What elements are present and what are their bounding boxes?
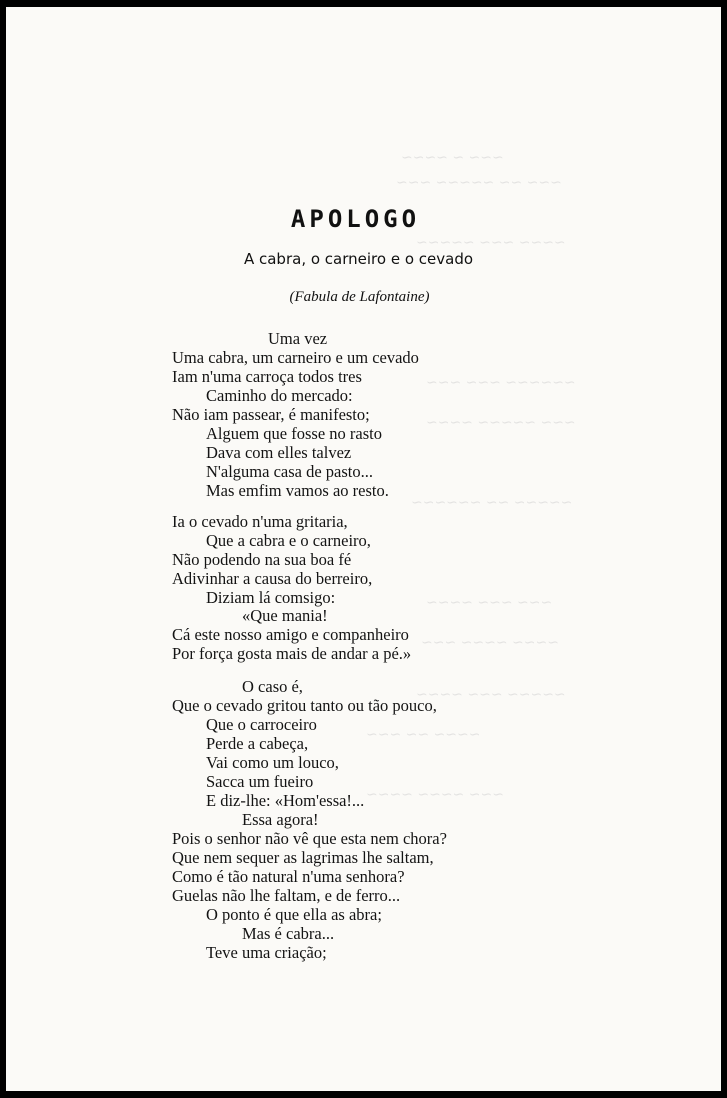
verse-line: Uma cabra, um carneiro e um cevado bbox=[172, 348, 419, 367]
verse-line: O caso é, bbox=[242, 677, 303, 696]
poem-subtitle: A cabra, o carneiro e o cevado bbox=[243, 250, 474, 268]
show-through-decoration: ~~~ ~~ ~~~~~ ~~~ bbox=[396, 175, 562, 191]
verse-line: Não iam passear, é manifesto; bbox=[172, 405, 370, 424]
verse-line: Uma vez bbox=[268, 329, 328, 348]
verse-line: Diziam lá comsigo: bbox=[206, 588, 336, 607]
verse-line: Dava com elles talvez bbox=[206, 443, 352, 462]
verse-line: Pois o senhor não vê que esta nem chora? bbox=[172, 829, 447, 848]
poem-title: APOLOGO bbox=[290, 205, 421, 233]
verse-line: Que a cabra e o carneiro, bbox=[206, 531, 371, 550]
show-through-decoration: ~~~~ ~~~ ~~~~~ bbox=[416, 235, 566, 251]
show-through-decoration: ~~~ ~~~~ ~~~~ bbox=[366, 787, 504, 803]
show-through-decoration: ~~~ ~ ~~~~ bbox=[401, 150, 504, 166]
verse-line: «Que mania! bbox=[242, 606, 328, 625]
verse-line: Não podendo na sua boa fé bbox=[172, 550, 352, 569]
show-through-decoration: ~~~~ ~~~~ ~~~ bbox=[421, 635, 559, 651]
verse-line: Ia o cevado n'uma gritaria, bbox=[172, 512, 348, 531]
verse-line: Que nem sequer as lagrimas lhe saltam, bbox=[172, 848, 434, 867]
verse-line: O ponto é que ella as abra; bbox=[206, 905, 382, 924]
verse-line: Que o carroceiro bbox=[206, 715, 317, 734]
show-through-decoration: ~~~~~ ~~~ ~~~~ bbox=[416, 687, 566, 703]
verse-line: Iam n'uma carroça todos tres bbox=[172, 367, 362, 386]
verse-line: Adivinhar a causa do berreiro, bbox=[172, 569, 373, 588]
verse-line: Caminho do mercado: bbox=[206, 386, 353, 405]
verse-line: Perde a cabeça, bbox=[206, 734, 309, 753]
book-page bbox=[6, 7, 721, 1091]
verse-line: Alguem que fosse no rasto bbox=[206, 424, 382, 443]
verse-line: Mas é cabra... bbox=[242, 924, 335, 943]
verse-line: Como é tão natural n'uma senhora? bbox=[172, 867, 405, 886]
verse-line: E diz-lhe: «Hom'essa!... bbox=[206, 791, 365, 810]
show-through-decoration: ~~~~ ~~ ~~~ bbox=[366, 727, 481, 743]
show-through-decoration: ~~~ ~~~~~ ~~~~ bbox=[426, 415, 576, 431]
verse-line: Por força gosta mais de andar a pé.» bbox=[172, 644, 412, 663]
show-through-decoration: ~~~ ~~~ ~~~~ bbox=[426, 595, 553, 611]
verse-line: Teve uma criação; bbox=[206, 943, 327, 962]
verse-line: Cá este nosso amigo e companheiro bbox=[172, 625, 409, 644]
verse-line: Que o cevado gritou tanto ou tão pouco, bbox=[172, 696, 437, 715]
show-through-decoration: ~~~~~ ~~ ~~~~~~ bbox=[411, 495, 573, 511]
verse-line: N'alguma casa de pasto... bbox=[206, 462, 373, 481]
verse-line: Mas emfim vamos ao resto. bbox=[206, 481, 389, 500]
show-through-decoration: ~~~~~~ ~~~ ~~~ bbox=[426, 375, 576, 391]
poem-source: (Fabula de Lafontaine) bbox=[289, 289, 430, 305]
verse-line: Guelas não lhe faltam, e de ferro... bbox=[172, 886, 401, 905]
verse-line: Sacca um fueiro bbox=[206, 772, 314, 791]
verse-line: Essa agora! bbox=[242, 810, 319, 829]
verse-line: Vai como um louco, bbox=[206, 753, 339, 772]
